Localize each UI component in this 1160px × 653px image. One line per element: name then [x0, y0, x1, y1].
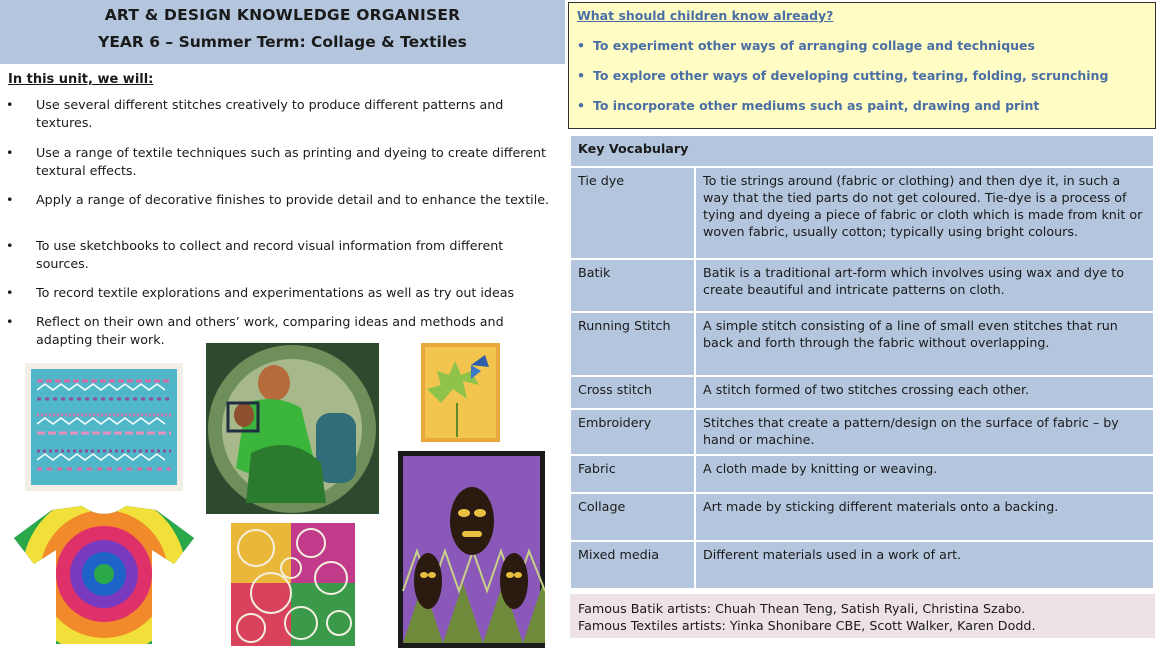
vocabulary-term: Embroidery: [570, 409, 695, 455]
unit-objective: • Apply a range of decorative finishes to provide detail and to enhance the textile.: [6, 191, 558, 237]
african-masks-image: [398, 451, 545, 648]
vocabulary-definition: A cloth made by knitting or weaving.: [695, 455, 1154, 493]
vocabulary-row: [570, 259, 1154, 312]
prior-knowledge-box: [568, 2, 1156, 129]
unit-heading: In this unit, we will:: [8, 72, 154, 87]
unit-objective: • Use several different stitches creatively to produce different patterns and textures.: [6, 96, 558, 144]
vocabulary-definition: Art made by sticking different materials onto a backing.: [695, 493, 1154, 541]
vocabulary-term: Batik: [570, 259, 695, 312]
vocabulary-table: [569, 134, 1155, 590]
vocabulary-definition: A stitch formed of two stitches crossing each other.: [695, 376, 1154, 409]
textiles-artists: Famous Textiles artists: Yinka Shonibare CBE, Scott Walker, Karen Dodd.: [578, 618, 1036, 633]
unit-objective: • To use sketchbooks to collect and record visual information from different sources.: [6, 237, 558, 284]
batik-mother-child-image: [206, 343, 379, 514]
vocabulary-definition: A simple stitch consisting of a line of small even stitches that run back and forth through the fabric without overlapping.: [695, 312, 1154, 376]
page-title: ART & DESIGN KNOWLEDGE ORGANISER: [104, 6, 461, 24]
unit-objective: • Reflect on their own and others’ work, comparing ideas and methods and adapting their work.: [6, 313, 558, 348]
title-banner: [0, 0, 565, 64]
vocabulary-term: Running Stitch: [570, 312, 695, 376]
prior-knowledge-item: • To explore other ways of developing cutting, tearing, folding, scrunching: [577, 68, 1108, 98]
vocabulary-row: [570, 493, 1154, 541]
vocabulary-row: [570, 376, 1154, 409]
vocabulary-row: [570, 455, 1154, 493]
vocabulary-definition: Batik is a traditional art-form which involves using wax and dye to create beautiful and intricate patterns on cloth.: [695, 259, 1154, 312]
vocabulary-row: [570, 541, 1154, 589]
vocabulary-definition: Different materials used in a work of art.: [695, 541, 1154, 589]
unit-objective: • To record textile explorations and experimentations as well as try out ideas: [6, 284, 558, 313]
embroidery-sampler-image: [25, 363, 183, 491]
tie-dye-shirt-image: [12, 504, 196, 648]
vocabulary-row: [570, 167, 1154, 259]
batik-circles-image: [231, 523, 355, 646]
famous-artists-box: [570, 594, 1155, 638]
vocabulary-term: Mixed media: [570, 541, 695, 589]
prior-knowledge-list: [577, 38, 1108, 128]
butterfly-leaf-image: [421, 343, 500, 442]
vocabulary-definition: Stitches that create a pattern/design on the surface of fabric – by hand or machine.: [695, 409, 1154, 455]
vocabulary-term: Fabric: [570, 455, 695, 493]
page-subtitle: YEAR 6 – Summer Term: Collage & Textiles: [98, 33, 467, 51]
unit-objectives-list: [6, 96, 558, 348]
batik-artists: Famous Batik artists: Chuah Thean Teng, Satish Ryali, Christina Szabo.: [578, 601, 1026, 616]
vocabulary-term: Tie dye: [570, 167, 695, 259]
prior-knowledge-item: • To incorporate other mediums such as paint, drawing and print: [577, 98, 1108, 128]
vocabulary-heading: Key Vocabulary: [570, 135, 1154, 167]
vocabulary-term: Collage: [570, 493, 695, 541]
prior-knowledge-heading: What should children know already?: [577, 8, 834, 23]
vocabulary-row: [570, 312, 1154, 376]
unit-objective: • Use a range of textile techniques such as printing and dyeing to create different textural effects.: [6, 144, 558, 191]
vocabulary-term: Cross stitch: [570, 376, 695, 409]
prior-knowledge-item: • To experiment other ways of arranging collage and techniques: [577, 38, 1108, 68]
vocabulary-definition: To tie strings around (fabric or clothing) and then dye it, in such a way that the tied parts do not get coloured. Tie-dye is a process of tying and dyeing a piece of fabric or cloth which is made from knit or woven fabric, usually cotton; typically using bright colours.: [695, 167, 1154, 259]
vocabulary-header-row: [570, 135, 1154, 167]
vocabulary-row: [570, 409, 1154, 455]
